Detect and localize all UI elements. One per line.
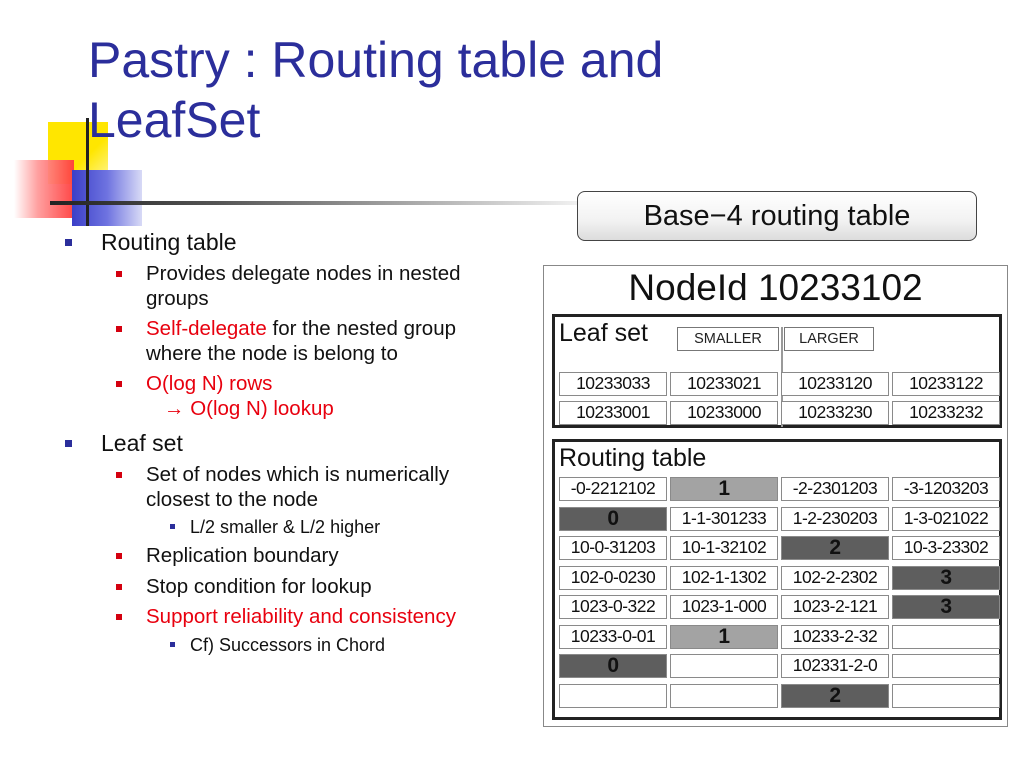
bullet-text: Replication boundary — [146, 544, 339, 567]
leaf-set-grid — [559, 372, 1000, 425]
bullet-text: Set of nodes which is numerically closest to the node — [146, 463, 450, 511]
larger-label: LARGER — [784, 327, 874, 351]
routing-table-grid — [559, 477, 1000, 708]
routing-cell: 10-3-23302 — [892, 536, 1000, 560]
bullet-text-highlight: Support reliability and consistency — [146, 605, 456, 628]
routing-cell: 102331-2-0 — [781, 654, 889, 678]
routing-cell: 3 — [892, 566, 1000, 590]
leaf-cell: 10233120 — [781, 372, 889, 396]
bullet-marker — [65, 440, 72, 447]
bullet-marker — [116, 553, 122, 559]
bullet-text-highlight: O(log N) rows — [146, 372, 273, 395]
routing-cell: 1-2-230203 — [781, 507, 889, 531]
smaller-label: SMALLER — [677, 327, 779, 351]
title-underline — [50, 201, 610, 205]
bullet-self-delegate — [60, 317, 480, 366]
routing-cell — [670, 654, 778, 678]
bullet-text: for the nested group where the node is belong to — [146, 317, 456, 365]
routing-cell — [892, 625, 1000, 649]
leaf-cell: 10233001 — [559, 401, 667, 425]
bullet-text: Leaf set — [101, 430, 183, 456]
routing-cell: 10233-2-32 — [781, 625, 889, 649]
bullet-stop — [60, 575, 480, 600]
routing-cell: -0-2212102 — [559, 477, 667, 501]
base4-callout: Base−4 routing table — [577, 191, 977, 241]
bullet-marker — [65, 239, 72, 246]
bullet-replication — [60, 544, 480, 569]
leaf-cell: 10233000 — [670, 401, 778, 425]
routing-cell — [892, 684, 1000, 708]
bullet-cf — [60, 634, 480, 656]
bullet-leaf-set — [60, 429, 480, 457]
bullet-closest — [60, 463, 480, 512]
bullet-text: L/2 smaller & L/2 higher — [190, 517, 381, 537]
bullet-marker — [170, 642, 175, 647]
routing-cell: -3-1203203 — [892, 477, 1000, 501]
bullet-marker — [116, 271, 122, 277]
bullet-marker — [116, 381, 122, 387]
bullet-routing-table — [60, 228, 480, 256]
bullet-delegate — [60, 262, 480, 311]
bullet-text: Routing table — [101, 229, 237, 255]
routing-cell: 1023-1-000 — [670, 595, 778, 619]
slide-title: Pastry : Routing table and LeafSet — [88, 32, 664, 148]
bullet-marker — [170, 524, 175, 529]
leaf-cell: 10233232 — [892, 401, 1000, 425]
bullet-text: Provides delegate nodes in nested groups — [146, 262, 461, 310]
bullet-list — [60, 226, 480, 656]
routing-cell: 0 — [559, 654, 667, 678]
routing-table-label: Routing table — [559, 444, 707, 472]
routing-cell: 10-0-31203 — [559, 536, 667, 560]
routing-cell: 1 — [670, 477, 778, 501]
bullet-text: Cf) Successors in Chord — [190, 634, 386, 655]
routing-cell — [559, 684, 667, 708]
routing-cell: 10-1-32102 — [670, 536, 778, 560]
routing-cell: 1-1-301233 — [670, 507, 778, 531]
routing-cell: 3 — [892, 595, 1000, 619]
leaf-cell: 10233122 — [892, 372, 1000, 396]
bullet-half — [60, 516, 480, 538]
node-id-heading: NodeId 10233102 — [628, 267, 923, 308]
routing-cell: 102-1-1302 — [670, 566, 778, 590]
routing-cell: 102-2-2302 — [781, 566, 889, 590]
decor-red-square — [14, 160, 74, 218]
routing-cell: -2-2301203 — [781, 477, 889, 501]
decor-blue-square — [72, 170, 142, 226]
bullet-marker — [116, 326, 122, 332]
routing-cell: 1 — [670, 625, 778, 649]
routing-cell — [670, 684, 778, 708]
bullet-text-highlight: Self-delegate — [146, 317, 267, 340]
routing-table-panel — [552, 439, 1002, 720]
routing-cell: 0 — [559, 507, 667, 531]
leaf-set-panel — [552, 314, 1002, 428]
bullet-text-highlight: → O(log N) lookup — [164, 396, 334, 420]
routing-cell: 2 — [781, 684, 889, 708]
routing-figure — [543, 265, 1008, 727]
routing-cell: 1023-2-121 — [781, 595, 889, 619]
routing-cell: 102-0-0230 — [559, 566, 667, 590]
routing-cell: 1023-0-322 — [559, 595, 667, 619]
bullet-support — [60, 605, 480, 630]
bullet-text: Stop condition for lookup — [146, 574, 372, 598]
routing-cell: 2 — [781, 536, 889, 560]
routing-cell: 10233-0-01 — [559, 625, 667, 649]
bullet-ologn — [60, 372, 480, 421]
leaf-set-label: Leaf set — [559, 319, 648, 347]
leaf-cell: 10233021 — [670, 372, 778, 396]
leaf-cell: 10233230 — [781, 401, 889, 425]
bullet-marker — [116, 472, 122, 478]
leaf-cell: 10233033 — [559, 372, 667, 396]
routing-cell — [892, 654, 1000, 678]
routing-cell: 1-3-021022 — [892, 507, 1000, 531]
bullet-marker — [116, 614, 122, 620]
bullet-marker — [116, 584, 122, 590]
